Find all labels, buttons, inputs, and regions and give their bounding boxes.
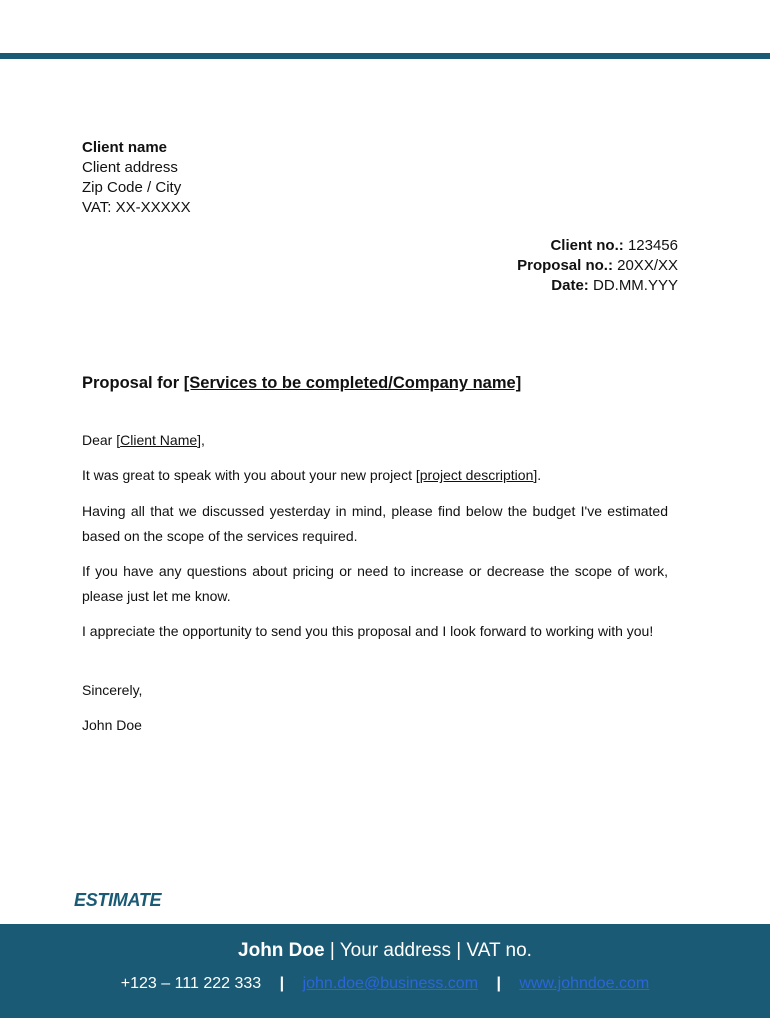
client-vat: VAT: XX-XXXXX: [82, 199, 191, 216]
paragraph-1: [82, 463, 668, 488]
signature: John Doe: [82, 717, 142, 733]
client-zip-city: Zip Code / City: [82, 179, 182, 196]
client-no-label: Client no.:: [550, 237, 624, 254]
client-block: [82, 138, 191, 218]
client-no-value: 123456: [627, 237, 678, 254]
client-address: Client address: [82, 159, 178, 176]
proposal-no-value: 20XX/XX: [617, 257, 678, 274]
paragraph-3: If you have any questions about pricing or need to increase or decrease the scope of work, please just let me know.: [82, 563, 668, 604]
footer-separator: |: [279, 975, 285, 992]
footer-website-link[interactable]: www.johndoe.com: [519, 975, 650, 992]
closing: Sincerely,: [82, 682, 143, 698]
footer-details: | Your address | VAT no.: [324, 940, 532, 961]
estimate-section-title: ESTIMATE: [74, 890, 162, 910]
heading-placeholder: [Services to be completed/Company name]: [183, 374, 522, 392]
proposal-no-label: Proposal no.:: [517, 257, 613, 274]
greeting-suffix: ],: [197, 432, 205, 448]
proposal-meta: [517, 236, 678, 296]
footer-name: John Doe: [238, 940, 325, 961]
date-value: DD.MM.YYY: [592, 277, 678, 294]
client-name: Client name: [82, 139, 168, 156]
greeting-prefix: Dear [: [82, 432, 121, 448]
heading-prefix: Proposal for: [82, 374, 184, 392]
greeting: [82, 428, 668, 453]
footer-line-2: [0, 975, 770, 993]
p1-prefix: It was great to speak with you about your new project [: [82, 467, 420, 483]
footer-separator: |: [496, 975, 501, 992]
p1-project-description: project description: [419, 467, 534, 483]
footer-band: [0, 924, 770, 1018]
footer-phone: +123 – 111 222 333: [120, 975, 262, 992]
top-accent-rule: [0, 53, 770, 59]
paragraph-2: Having all that we discussed yesterday in mind, please find below the budget I've estimated based on the scope of the services required.: [82, 503, 668, 544]
greeting-client-name: Client Name: [120, 432, 198, 448]
date-row: [517, 276, 678, 296]
footer-line-1: [0, 940, 770, 962]
proposal-no-row: [517, 256, 678, 276]
date-label: Date:: [551, 277, 589, 294]
p1-suffix: ].: [533, 467, 542, 483]
proposal-heading: [82, 374, 521, 393]
footer-email-link[interactable]: john.doe@business.com: [302, 975, 479, 992]
paragraph-4: I appreciate the opportunity to send you this proposal and I look forward to working with you!: [82, 623, 654, 639]
client-no-row: [517, 236, 678, 256]
